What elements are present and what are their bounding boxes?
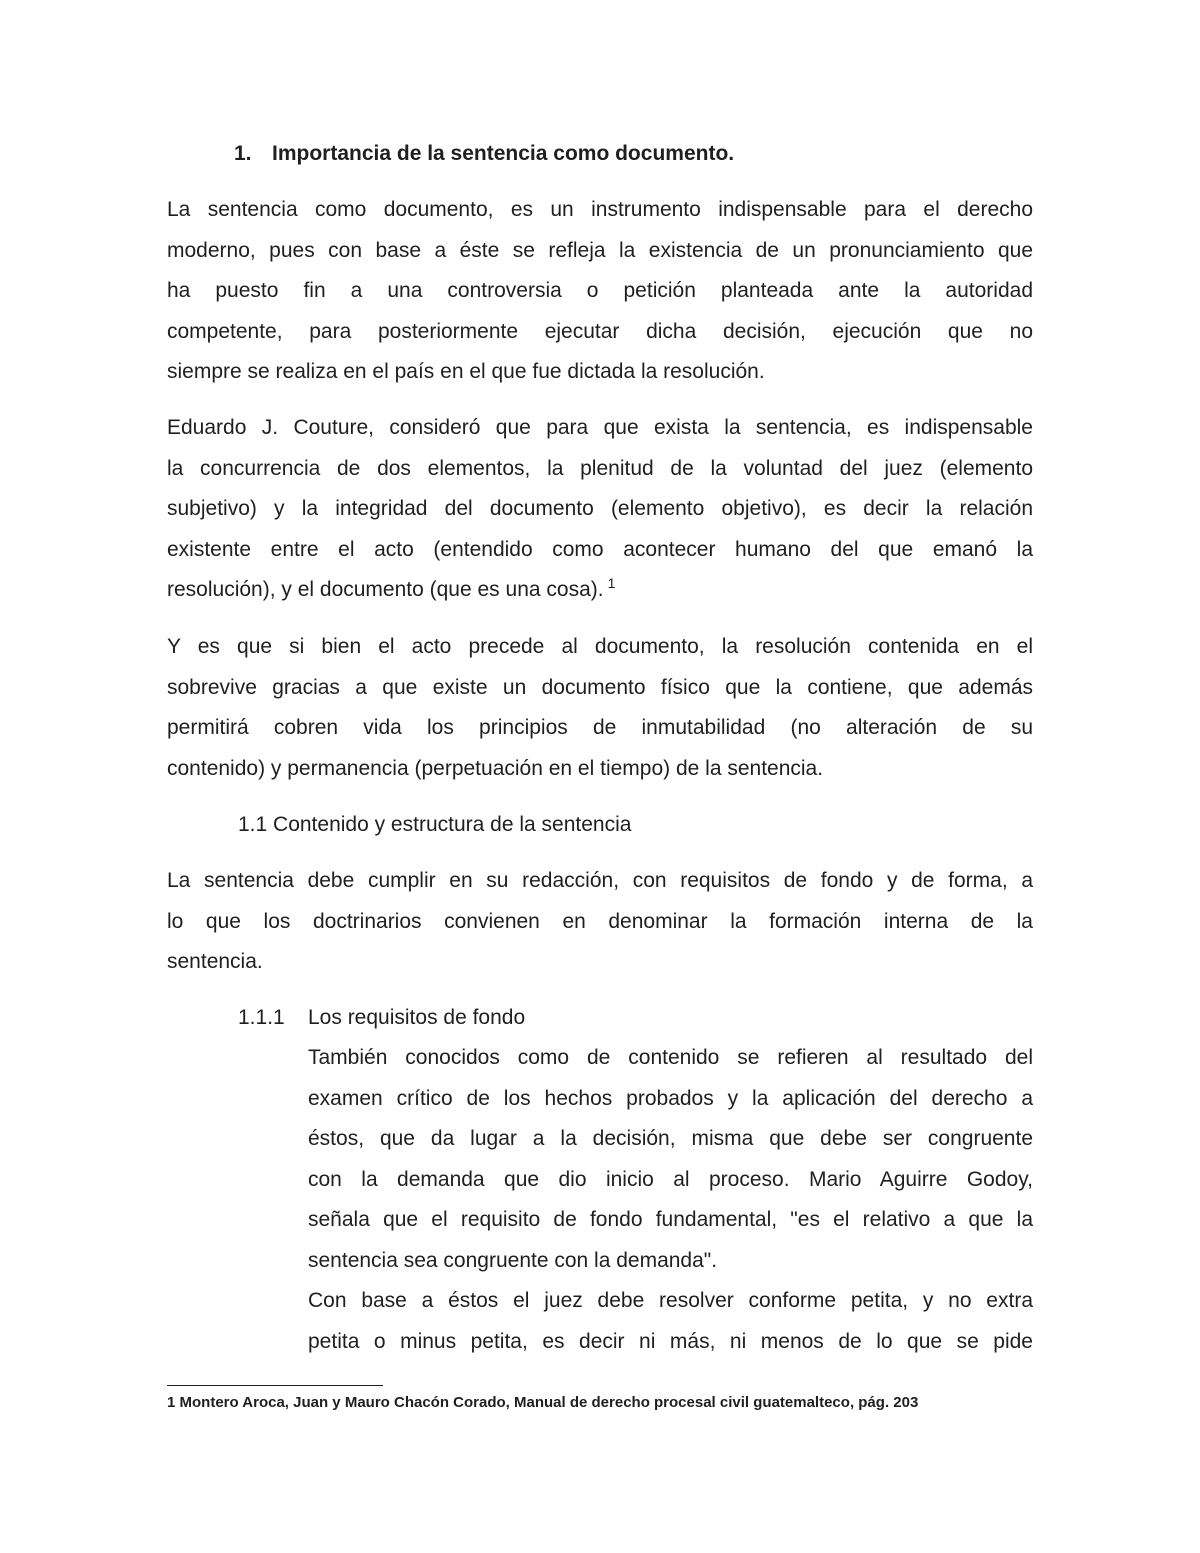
text-line: Eduardo J. Couture, consideró que para que exista la sentencia, es indispensable	[167, 416, 1033, 439]
text-line: moderno, pues con base a éste se refleja la existencia de un pronunciamiento que	[167, 238, 1033, 262]
text-line: subjetivo) y la integridad del documento (elemento objetivo), es decir la relación	[167, 497, 1033, 520]
text-line: sentencia.	[167, 950, 263, 973]
text-line: siempre se realiza en el país en el que fue dictada la resolución.	[167, 360, 765, 383]
section-title: Importancia de la sentencia como documento.	[272, 142, 735, 165]
subheading-1-1: 1.1 Contenido y estructura de la sentencia	[238, 813, 632, 836]
section-number: 1.	[234, 142, 252, 165]
footnote: 1 Montero Aroca, Juan y Mauro Chacón Corado, Manual de derecho procesal civil guatemalteco, pág. 203	[167, 1394, 919, 1411]
text-line: ha puesto fin a una controversia o petición planteada ante la autoridad	[167, 279, 1033, 302]
paragraph-3	[167, 627, 1033, 789]
subsection-number: 1.1.1	[238, 1006, 285, 1029]
subheading-1-1-1	[238, 1002, 525, 1034]
text-line: Con base a éstos el juez debe resolver conforme petita, y no extra	[308, 1289, 1033, 1312]
text-line: lo que los doctrinarios convienen en denominar la formación interna de la	[167, 909, 1033, 933]
text-line: éstos, que da lugar a la decisión, misma que debe ser congruente	[308, 1127, 1033, 1150]
text-line: La sentencia como documento, es un instrumento indispensable para el derecho	[167, 198, 1033, 221]
footnote-separator	[167, 1385, 383, 1386]
paragraph-2	[167, 408, 1033, 611]
paragraph-5	[308, 1038, 1033, 1362]
text-line: competente, para posteriormente ejecutar dicha decisión, ejecución que no	[167, 319, 1033, 343]
text-line: existente entre el acto (entendido como acontecer humano del que emanó la	[167, 537, 1033, 561]
text-line	[167, 570, 1033, 611]
paragraph-4	[167, 861, 1033, 983]
text-line: sobrevive gracias a que existe un documento físico que la contiene, que además	[167, 675, 1033, 699]
footnote-reference: 1	[607, 575, 616, 591]
text-line: También conocidos como de contenido se refieren al resultado del	[308, 1046, 1033, 1069]
paragraph-1	[167, 190, 1033, 393]
text-line: la concurrencia de dos elementos, la plenitud de la voluntad del juez (elemento	[167, 456, 1033, 480]
text-line: Y es que si bien el acto precede al documento, la resolución contenida en el	[167, 635, 1033, 658]
text-line: La sentencia debe cumplir en su redacción, con requisitos de fondo y de forma, a	[167, 869, 1033, 892]
text-line: señala que el requisito de fondo fundamental, "es el relativo a que la	[308, 1208, 1033, 1231]
text-line: examen crítico de los hechos probados y la aplicación del derecho a	[308, 1086, 1033, 1110]
text-line: contenido) y permanencia (perpetuación en el tiempo) de la sentencia.	[167, 756, 824, 780]
text-line-content: resolución), y el documento (que es una cosa).	[167, 578, 604, 601]
text-line: sentencia sea congruente con la demanda".	[308, 1248, 718, 1272]
subsection-title: Los requisitos de fondo	[308, 1006, 526, 1029]
section-heading	[234, 138, 734, 170]
text-line: permitirá cobren vida los principios de inmutabilidad (no alteración de su	[167, 716, 1033, 739]
text-line: petita o minus petita, es decir ni más, ni menos de lo que se pide	[308, 1329, 1033, 1353]
text-line: con la demanda que dio inicio al proceso. Mario Aguirre Godoy,	[308, 1167, 1033, 1191]
